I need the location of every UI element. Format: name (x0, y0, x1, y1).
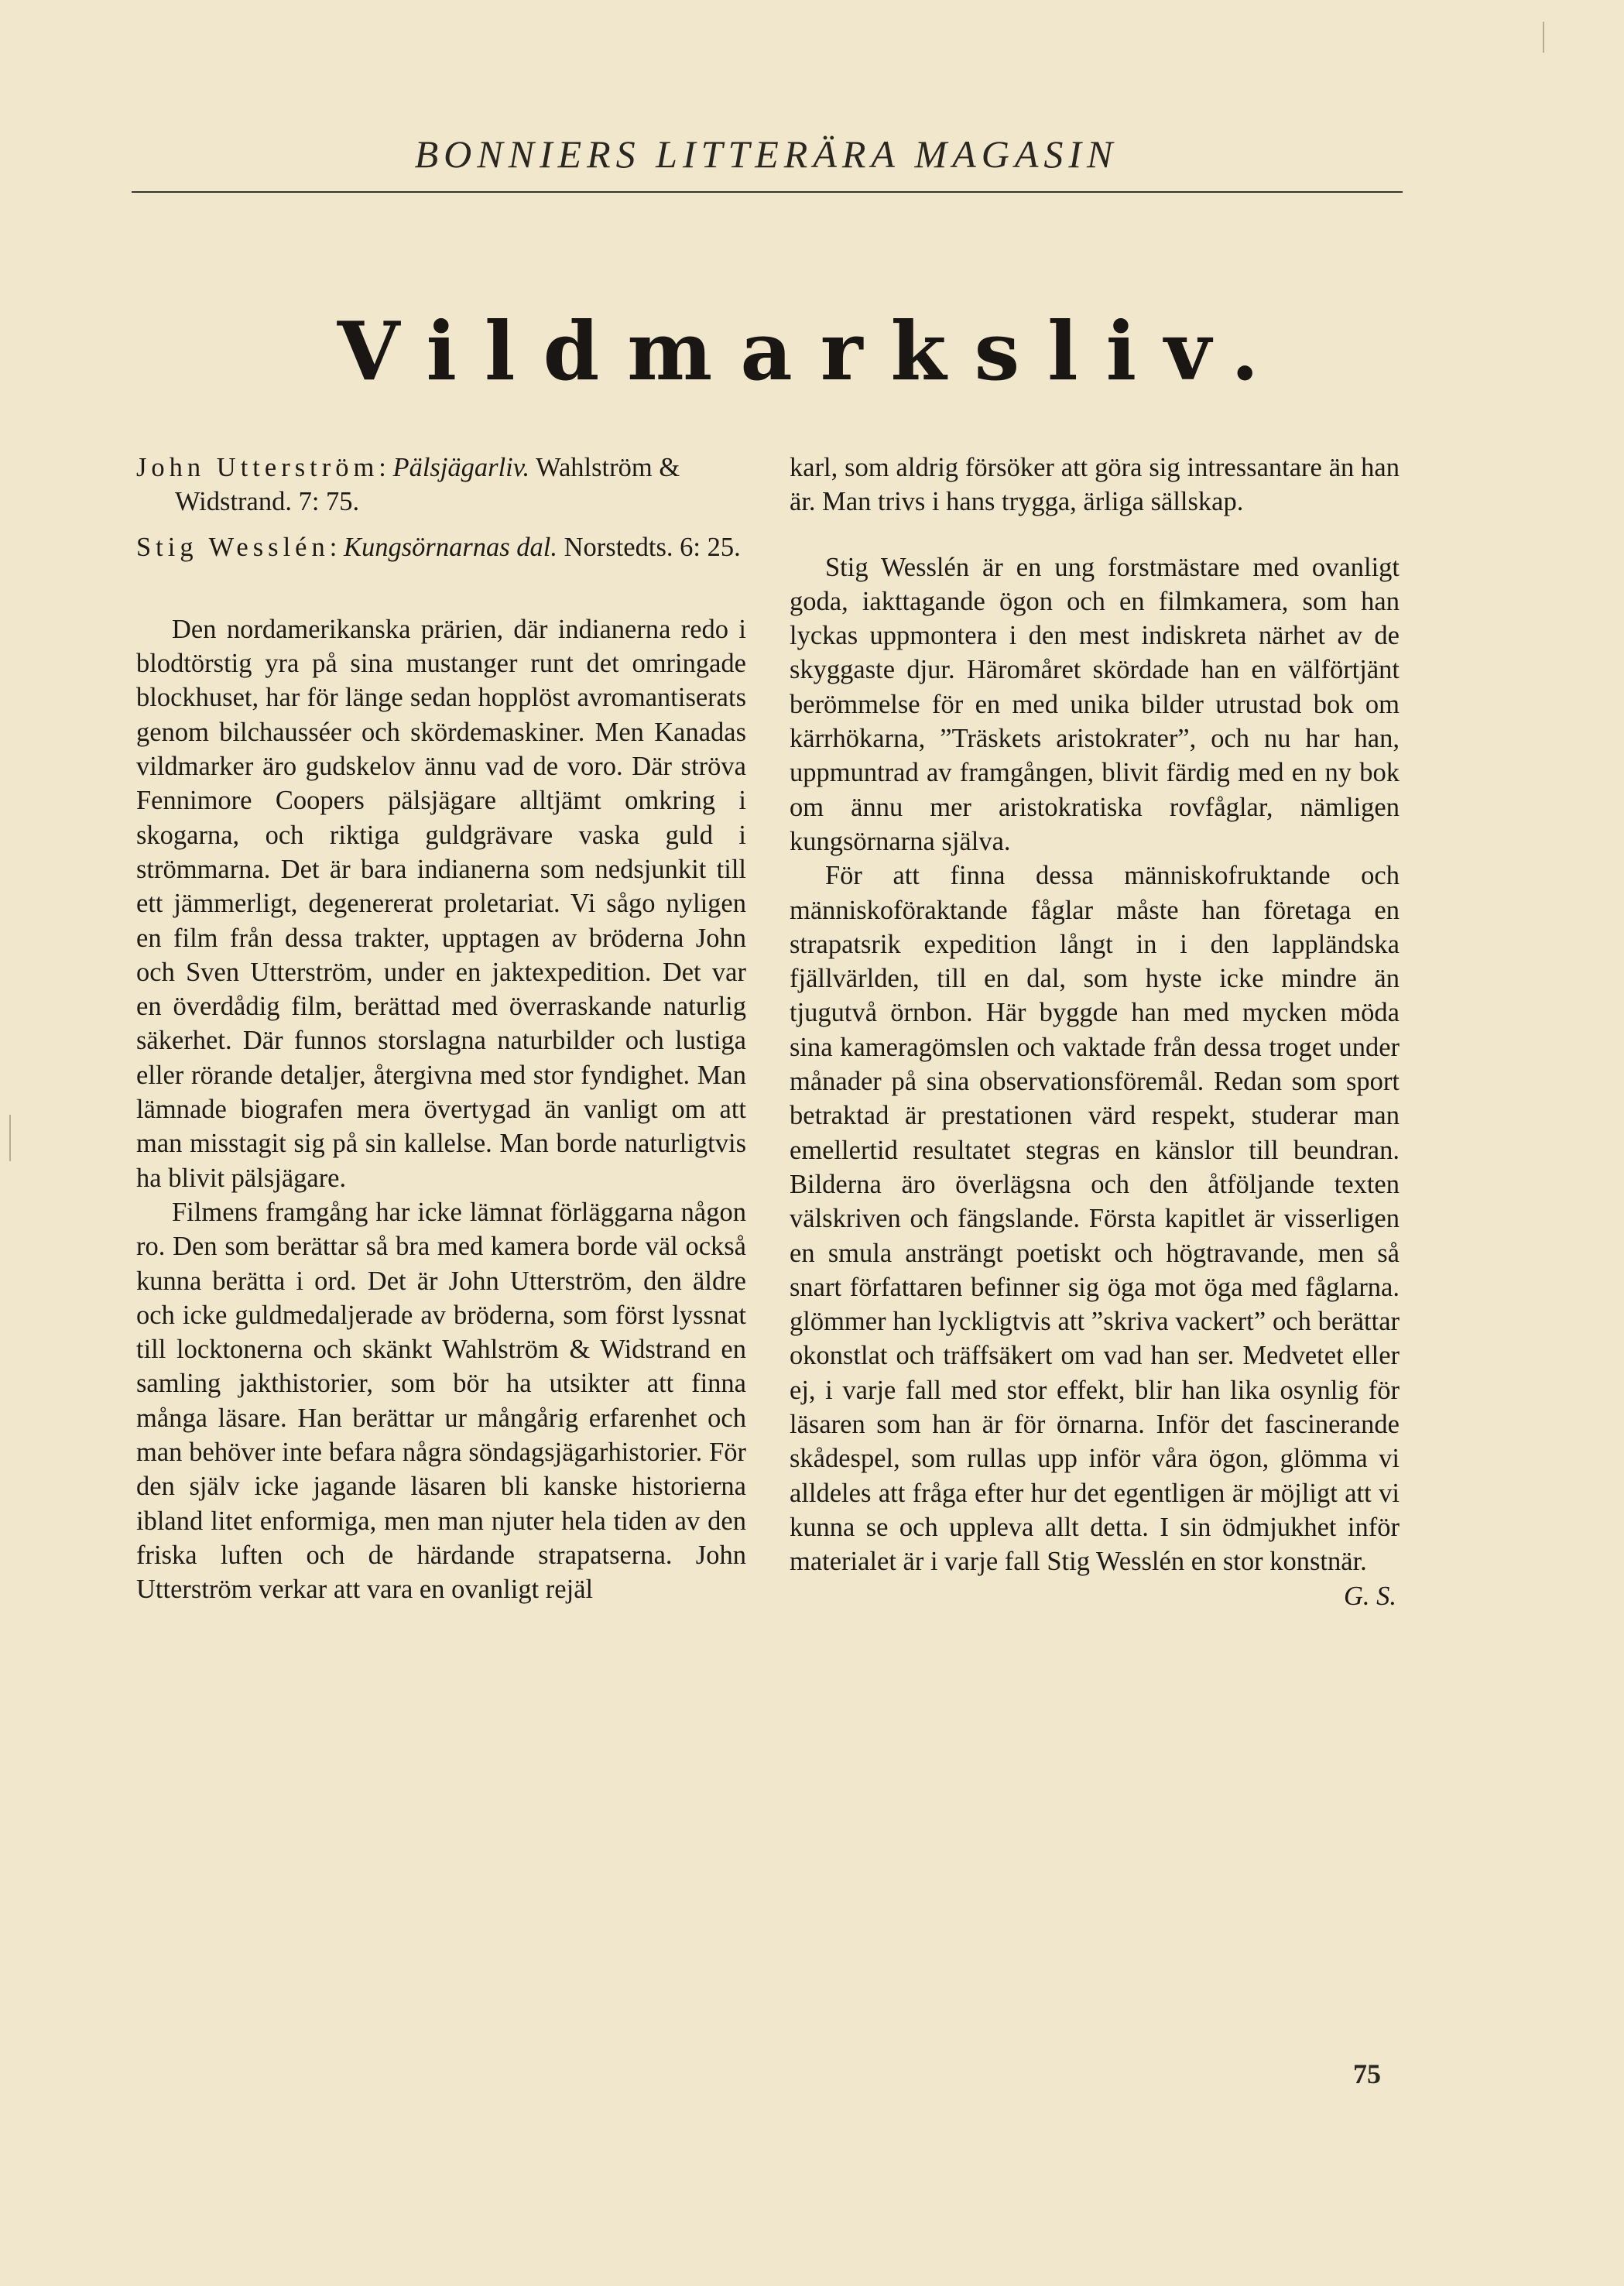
body-paragraph (790, 859, 1400, 1611)
body-paragraph: Den nordamerikanska prärien, där indianerna redo i blodtörstig yra på sina mustanger runt det omringade blockhuset, har för länge sedan hopplöst avromantiserats genom bilchausséer och skördemaskiner. Men Kanadas vildmarker äro gudskelov ännu vad de voro. Där ströva Fennimore Coopers pälsjägare alltjämt omkring i skogarna, och riktiga guldgrävare vaska guld i strömmarna. Det är bara indianerna som nedsjunkit till ett jämmerligt, degenererat proletariat. Vi sågo nyligen en film från dessa trakter, upptagen av bröderna John och Sven Utterström, under en jaktexpedition. Det var en överdådig film, berättad med överraskande naturlig säkerhet. Där funnos storslagna naturbilder och lustiga eller rörande detaljer, återgivna med stor fyndighet. Man lämnade biografen mera övertygad än vanligt om att man misstagit sig på sin kallelse. Man borde naturligtvis ha blivit pälsjägare. (136, 614, 746, 1193)
reference-book-title: Pälsjägarliv. (392, 453, 530, 482)
book-reference (136, 530, 746, 564)
reference-author: Stig Wesslén (136, 532, 330, 562)
author-signature: G. S. (1343, 1581, 1396, 1611)
reference-details: Norstedts. 6: 25. (557, 532, 741, 562)
left-column (136, 451, 746, 1607)
spacer (790, 519, 1400, 550)
reference-separator: : (329, 532, 344, 562)
article-title: Vildmarksliv. (337, 303, 1287, 399)
running-header: BONNIERS LITTERÄRA MAGASIN (414, 132, 1119, 176)
header-rule (132, 191, 1403, 193)
page-number: 75 (1353, 2058, 1381, 2089)
reference-details: Wahlström & Widstrand. 7: 75. (175, 453, 680, 517)
body-paragraph: Filmens framgång har icke lämnat förläggarna någon ro. Den som berättar så bra med kamera borde väl också kunna berätta i ord. Det är John Utterström, den äldre och icke guldmedaljerade av bröderna, som först lyssnat till locktonerna och skänkt Wahlström & Widstrand en samling jakthistorier, som bör ha utsikter att finna många läsare. Han berättar ur mångårig erfarenhet och man behöver inte befara några söndagsjägarhistorier. För den själv icke jagande läsaren bli kanske historierna ibland litet enformiga, men man njuter hela tiden av den friska luften och de härdande strapatserna. John Utterström verkar att vara en ovanligt rejäl (136, 1197, 746, 1605)
page-edge-mark (1543, 22, 1544, 53)
body-paragraph: Stig Wesslén är en ung forstmästare med ovanligt goda, iakttagande ögon och en filmkamera, som han lyckas uppmontera i den mest indiskreta närhet av de skyggaste djur. Häromåret skördade han en välförtjänt berömmelse för en med unika bilder utrustad bok om kärrhökarna, ”Träskets aristokrater”, och nu har han, uppmuntrad av framgången, blivit färdig med en ny bok om ännu mer aristokratiska rovfåglar, nämligen kungsörnarna själva. (790, 552, 1400, 856)
body-paragraph-text: För att finna dessa människofruktande och människoföraktande fåglar måste han företaga en strapatsrik expedition långt in i den lappländska fjällvärlden, till en dal, som hyste icke mindre än tjugutvå örnbon. Här byggde han med mycken möda sina kameragömslen och vaktade från dessa troget under månader på sina observationsföremål. Redan som sport betraktad är prestationen värd respekt, studerar man emellertid resultatet stegras en känslor till beundran. Bilderna äro överlägsna och den åtföljande texten välskriven och fängslande. Första kapitlet är visserligen en smula ansträngt poetiskt och högtravande, men så snart författaren befinner sig öga mot öga med fåglarna. glömmer han lyckligtvis att ”skriva vackert” och berättar okonstlat och träffsäkert om vad han ser. Medvetet eller ej, i varje fall med stor effekt, blir han lika osynlig för läsaren som han är för örnarna. Inför det fascinerande skådespel, som rullas upp inför våra ögon, glömma vi alldeles att fråga efter hur det egentligen är möjligt att vi kunna se och uppleva allt detta. I sin ödmjukhet inför materialet är i varje fall Stig Wesslén en stor konstnär. (790, 861, 1400, 1577)
reference-author: John Utterström (136, 453, 379, 482)
spacer (136, 564, 746, 612)
right-column (790, 451, 1400, 1613)
book-reference (136, 451, 746, 519)
body-paragraph-continued: karl, som aldrig försöker att göra sig intressantare än han är. Man trivs i hans trygga, ärliga sällskap. (790, 453, 1400, 517)
reference-book-title: Kungsörnarnas dal. (343, 532, 558, 562)
reference-separator: : (379, 453, 393, 482)
page-edge-mark (9, 1115, 11, 1161)
